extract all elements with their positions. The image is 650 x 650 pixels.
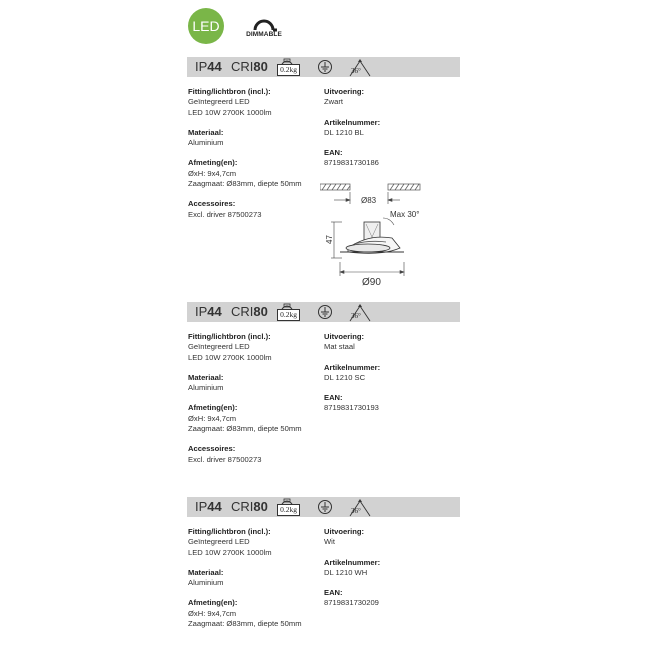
article-heading: Artikelnummer: bbox=[324, 557, 381, 567]
material-heading: Materiaal: bbox=[188, 372, 224, 382]
ground-icon bbox=[317, 59, 333, 75]
weight-value: 0.2kg bbox=[277, 504, 300, 516]
ean-heading: EAN: bbox=[324, 148, 343, 158]
ground-icon bbox=[317, 304, 333, 320]
dimension-line: Zaagmaat: Ø83mm, diepte 50mm bbox=[188, 424, 302, 434]
accessories-heading: Accessoires: bbox=[188, 444, 236, 454]
accessories-value: Excl. driver 87500273 bbox=[188, 454, 262, 464]
spec-bar bbox=[187, 57, 460, 77]
article-heading: Artikelnummer: bbox=[324, 117, 381, 127]
technical-drawing bbox=[320, 178, 460, 298]
product-specs-left bbox=[188, 332, 302, 475]
ip-rating: IP44 bbox=[195, 59, 222, 74]
material-heading: Materiaal: bbox=[188, 127, 224, 137]
material-value: Aluminium bbox=[188, 383, 224, 393]
dimension-heading: Afmeting(en): bbox=[188, 158, 238, 168]
article-number: DL 1210 WH bbox=[324, 567, 368, 577]
fitting-heading: Fitting/lichtbron (incl.): bbox=[188, 332, 271, 341]
ean-code: 8719831730186 bbox=[324, 158, 379, 168]
dimmable-icon bbox=[244, 12, 284, 32]
led-badge: LED bbox=[188, 8, 224, 44]
fitting-heading: Fitting/lichtbron (incl.): bbox=[188, 87, 271, 96]
spec-bar bbox=[187, 497, 460, 517]
finish-value: Zwart bbox=[324, 97, 343, 107]
dimension-line: ØxH: 9x4,7cm bbox=[188, 413, 237, 423]
finish-heading: Uitvoering: bbox=[324, 332, 365, 341]
dimmable-badge bbox=[244, 12, 284, 42]
beam-angle-value: 36° bbox=[351, 67, 361, 75]
fitting-line: Geïntegreerd LED bbox=[188, 342, 250, 352]
product-specs-left bbox=[188, 527, 302, 639]
cutout-dim: Ø83 bbox=[361, 196, 377, 205]
finish-value: Mat staal bbox=[324, 342, 355, 352]
finish-value: Wit bbox=[324, 537, 335, 547]
fitting-line: Geïntegreerd LED bbox=[188, 537, 250, 547]
product-specs-right bbox=[324, 87, 380, 179]
finish-heading: Uitvoering: bbox=[324, 87, 365, 96]
material-value: Aluminium bbox=[188, 138, 224, 148]
beam-angle-value: 36° bbox=[351, 312, 361, 320]
dimension-line: ØxH: 9x4,7cm bbox=[188, 608, 237, 618]
weight-value: 0.2kg bbox=[277, 309, 300, 321]
dimmable-label: DIMMABLE bbox=[246, 31, 282, 38]
cri-rating: CRI80 bbox=[231, 499, 268, 514]
ean-heading: EAN: bbox=[324, 588, 343, 598]
ip-rating: IP44 bbox=[195, 499, 222, 514]
ceiling-left bbox=[320, 184, 350, 190]
finish-heading: Uitvoering: bbox=[324, 527, 365, 536]
article-heading: Artikelnummer: bbox=[324, 362, 381, 372]
cri-rating: CRI80 bbox=[231, 304, 268, 319]
fixture-body bbox=[340, 222, 404, 253]
product-specs-right bbox=[324, 332, 380, 424]
article-number: DL 1210 SC bbox=[324, 372, 366, 382]
fitting-line: LED 10W 2700K 1000lm bbox=[188, 107, 272, 117]
max-tilt-label: Max 30° bbox=[390, 210, 420, 219]
ean-heading: EAN: bbox=[324, 393, 343, 403]
spec-bar bbox=[187, 302, 460, 322]
dimension-line: ØxH: 9x4,7cm bbox=[188, 168, 237, 178]
fitting-heading: Fitting/lichtbron (incl.): bbox=[188, 527, 271, 536]
cri-rating: CRI80 bbox=[231, 59, 268, 74]
article-number: DL 1210 BL bbox=[324, 127, 364, 137]
ceiling-right bbox=[388, 184, 420, 190]
dimension-heading: Afmeting(en): bbox=[188, 403, 238, 413]
material-value: Aluminium bbox=[188, 578, 224, 588]
ean-code: 8719831730193 bbox=[324, 403, 379, 413]
dimension-heading: Afmeting(en): bbox=[188, 598, 238, 608]
height-dim: 47 bbox=[325, 235, 334, 244]
beam-angle-value: 36° bbox=[351, 507, 361, 515]
fitting-line: LED 10W 2700K 1000lm bbox=[188, 547, 272, 557]
ip-rating: IP44 bbox=[195, 304, 222, 319]
material-heading: Materiaal: bbox=[188, 567, 224, 577]
ean-code: 8719831730209 bbox=[324, 598, 379, 608]
fitting-line: Geïntegreerd LED bbox=[188, 97, 250, 107]
weight-value: 0.2kg bbox=[277, 64, 300, 76]
ground-icon bbox=[317, 499, 333, 515]
dimension-line: Zaagmaat: Ø83mm, diepte 50mm bbox=[188, 179, 302, 189]
dimension-line: Zaagmaat: Ø83mm, diepte 50mm bbox=[188, 619, 302, 629]
product-specs-left bbox=[188, 87, 302, 230]
accessories-heading: Accessoires: bbox=[188, 199, 236, 209]
accessories-value: Excl. driver 87500273 bbox=[188, 209, 262, 219]
fitting-line: LED 10W 2700K 1000lm bbox=[188, 352, 272, 362]
product-specs-right bbox=[324, 527, 380, 619]
diameter-dim: Ø90 bbox=[362, 277, 381, 288]
